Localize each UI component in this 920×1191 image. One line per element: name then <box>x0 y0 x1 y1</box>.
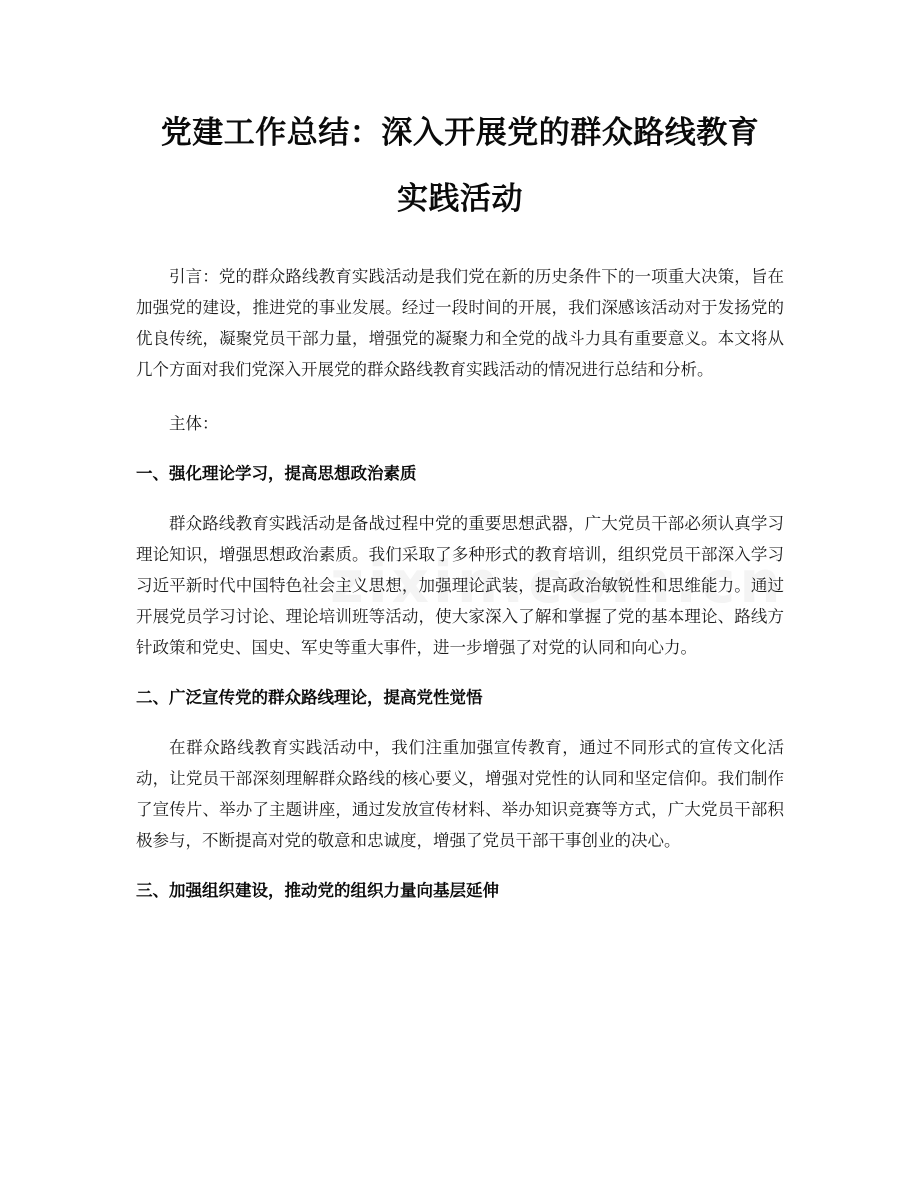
section-1-heading: 一、强化理论学习，提高思想政治素质 <box>136 464 417 483</box>
main-body-label: 主体： <box>169 414 219 433</box>
section-2-paragraph: 在群众路线教育实践活动中，我们注重加强宣传教育，通过不同形式的宣传文化活动，让党员干部深刻理解群众路线的核心要义，增强对党性的认同和坚定信仰。我们制作了宣传片、举办了主题讲座，通过发放宣传材料、举办知识竞赛等方式，广大党员干部积极参与，不断提高对党的敬意和忠诚度，增强了党员干部干事创业的决心。 <box>136 738 784 850</box>
document-title-line-2: 实践活动 <box>397 181 523 217</box>
document-title-line-1: 党建工作总结：深入开展党的群众路线教育 <box>160 115 760 151</box>
section-3-heading: 三、加强组织建设，推动党的组织力量向基层延伸 <box>136 881 499 900</box>
intro-paragraph: 引言：党的群众路线教育实践活动是我们党在新的历史条件下的一项重大决策，旨在加强党的建设，推进党的事业发展。经过一段时间的开展，我们深感该活动对于发扬党的优良传统，凝聚党员干部力量，增强党的凝聚力和全党的战斗力具有重要意义。本文将从几个方面对我们党深入开展党的群众路线教育实践活动的情况进行总结和分析。 <box>136 267 784 379</box>
document-title <box>136 100 784 232</box>
section-1-paragraph: 群众路线教育实践活动是备战过程中党的重要思想武器，广大党员干部必须认真学习理论知识，增强思想政治素质。我们采取了多种形式的教育培训，组织党员干部深入学习习近平新时代中国特色社会主义思想，加强理论武装，提高政治敏锐性和思维能力。通过开展党员学习讨论、理论培训班等活动，使大家深入了解和掌握了党的基本理论、路线方针政策和党史、国史、军史等重大事件，进一步增强了对党的认同和向心力。 <box>136 514 784 657</box>
section-2-heading: 二、广泛宣传党的群众路线理论，提高党性觉悟 <box>136 688 483 707</box>
